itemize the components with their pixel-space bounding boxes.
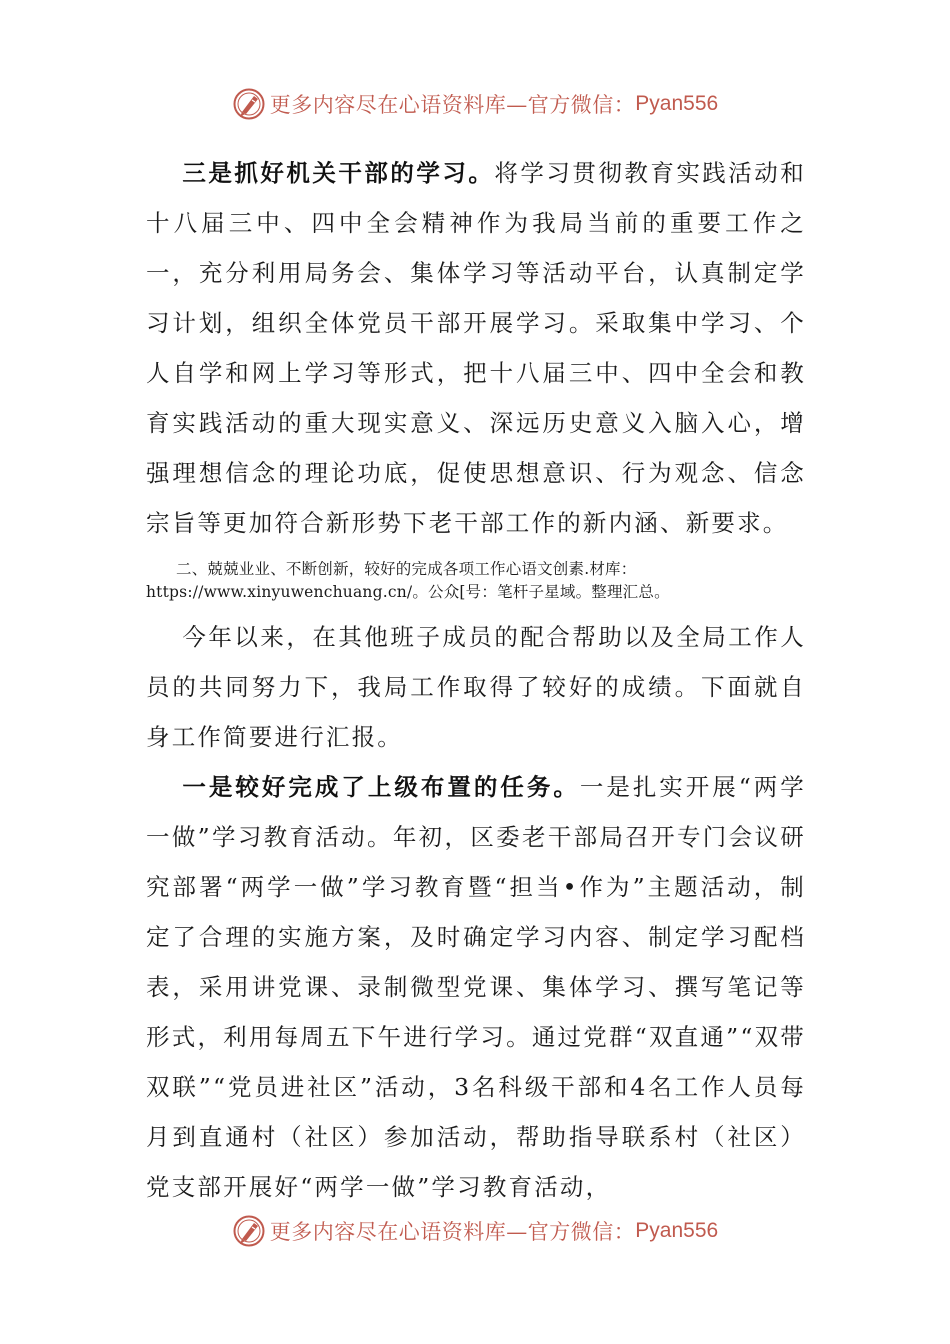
paragraph-work-summary: [146, 612, 806, 762]
header-banner: [0, 84, 950, 124]
document-body: [146, 148, 806, 1212]
paragraph-tasks-completed: [146, 762, 806, 1212]
paragraph-lead-heading: 一是较好完成了上级布置的任务。: [182, 773, 580, 801]
pen-logo-icon: [232, 1214, 266, 1248]
banner-text: 更多内容尽在心语资料库—官方微信：: [269, 1220, 636, 1244]
banner-wechat-handle: Pyan556: [635, 92, 719, 115]
paragraph-lead-heading: 三是抓好机关干部的学习。: [182, 159, 495, 187]
source-note: [146, 558, 806, 604]
footer-banner: [0, 1211, 950, 1251]
banner-text: 更多内容尽在心语资料库—官方微信：: [269, 93, 636, 117]
paragraph-body-text: 一是扎实开展“两学一做”学习教育活动。年初，区委老干部局召开专门会议研究部署“两学一做”学习教育暨“担当•作为”主题活动，制定了合理的实施方案，及时确定学习内容、制定学习配档表，采用讲党课、录制微型党课、集体学习、撰写笔记等形式，利用每周五下午进行学习。通过党群“双直通”“双带双联”“党员进社区”活动，3名科级干部和4名工作人员每月到直通村（社区）参加活动，帮助指导联系村（社区）党支部开展好“两学一做”学习教育活动，: [146, 773, 806, 1201]
paragraph-body-text: 今年以来，在其他班子成员的配合帮助以及全局工作人员的共同努力下，我局工作取得了较好的成绩。下面就自身工作简要进行汇报。: [146, 623, 806, 751]
source-note-url: https://www.xinyuwenchuang.cn/。公众[号：笔杆子星域。整理汇总。: [146, 583, 670, 601]
source-note-title: 二、兢兢业业、不断创新，较好的完成各项工作心语文创素.材库：: [176, 560, 637, 578]
paragraph-cadre-study: [146, 148, 806, 548]
pen-logo-icon: [232, 87, 266, 121]
banner-wechat-handle: Pyan556: [635, 1219, 719, 1242]
paragraph-body-text: 将学习贯彻教育实践活动和十八届三中、四中全会精神作为我局当前的重要工作之一，充分利用局务会、集体学习等活动平台，认真制定学习计划，组织全体党员干部开展学习。采取集中学习、个人自学和网上学习等形式，把十八届三中、四中全会和教育实践活动的重大现实意义、深远历史意义入脑入心，增强理想信念的理论功底，促使思想意识、行为观念、信念宗旨等更加符合新形势下老干部工作的新内涵、新要求。: [146, 159, 806, 537]
